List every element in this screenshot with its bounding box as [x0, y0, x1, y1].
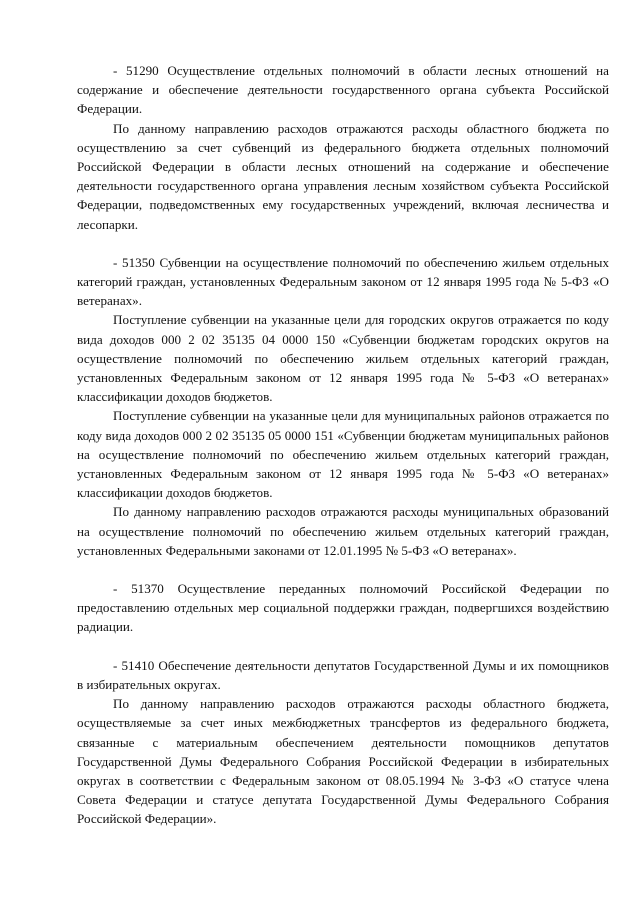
paragraph-51290-description: По данному направлению расходов отражаются расходы областного бюджета по осуществлению за счет субвенций из федерального бюджета отдельных полномочий Российской Федерации в области лесных отношений на содержание и обеспечение деятельности государственного органа управления лесным хозяйством субъекта Российской Федерации, подведомственных ему государственных учреждений, включая лесничества и лесопарки. — [77, 120, 609, 232]
paragraph-51290-heading: - 51290 Осуществление отдельных полномочий в области лесных отношений на содержание и обеспечение деятельности государственного органа субъекта Российской Федерации. — [77, 63, 609, 117]
section-spacer — [77, 637, 609, 656]
section-spacer — [77, 234, 609, 253]
paragraph-51350-description: По данному направлению расходов отражаются расходы муниципальных образований на осуществление полномочий по обеспечению жильем отдельных категорий граждан, установленных Федеральными законами от 12.01.1995 № 5-ФЗ «О ветеранах». — [77, 504, 609, 558]
section-spacer — [77, 560, 609, 579]
paragraph-51350-heading: - 51350 Субвенции на осуществление полномочий по обеспечению жильем отдельных категорий граждан, установленных Федеральным законом от 12 января 1995 года № 5-ФЗ «О ветеранах». — [77, 254, 609, 309]
paragraph-51410-description: По данному направлению расходов отражаются расходы областного бюджета, осуществляемые за счет иных межбюджетных трансфертов из федерального бюджета, связанные с материальным обеспечением деятельности помощников депутатов Государственной Думы Федерального Собрания Российской Федерации в избирательных округах в соответствии с Федеральным законом от 08.05.1994 № 3-ФЗ «О статусе члена Совета Федерации и статусе депутата Государственной Думы Федерального Собрания Российской Федерации». — [77, 696, 609, 827]
paragraph-51370-heading: - 51370 Осуществление переданных полномочий Российской Федерации по предоставлению отдельных мер социальной поддержки граждан, подвергшихся воздействию радиации. — [77, 581, 609, 635]
paragraph-51410-heading: - 51410 Обеспечение деятельности депутатов Государственной Думы и их помощников в избирательных округах. — [77, 657, 609, 692]
paragraph-51350-municipal-districts: Поступление субвенции на указанные цели для муниципальных районов отражается по коду вида доходов 000 2 02 35135 05 0000 151 «Субвенции бюджетам муниципальных районов на осуществление полномочий по обеспечению жильем отдельных категорий граждан, установленных Федеральным законом от 12 января 1995 года № 5-ФЗ «О ветеранах» классификации доходов бюджетов. — [77, 408, 609, 501]
document-page — [77, 61, 609, 829]
paragraph-51350-urban-districts: Поступление субвенции на указанные цели для городских округов отражается по коду вида доходов 000 2 02 35135 04 0000 150 «Субвенции бюджетам городских округов на осуществление полномочий по обеспечению жильем отдельных категорий граждан, установленных Федеральным законом от 12 января 1995 года № 5-ФЗ «О ветеранах» классификации доходов бюджетов. — [77, 312, 609, 405]
